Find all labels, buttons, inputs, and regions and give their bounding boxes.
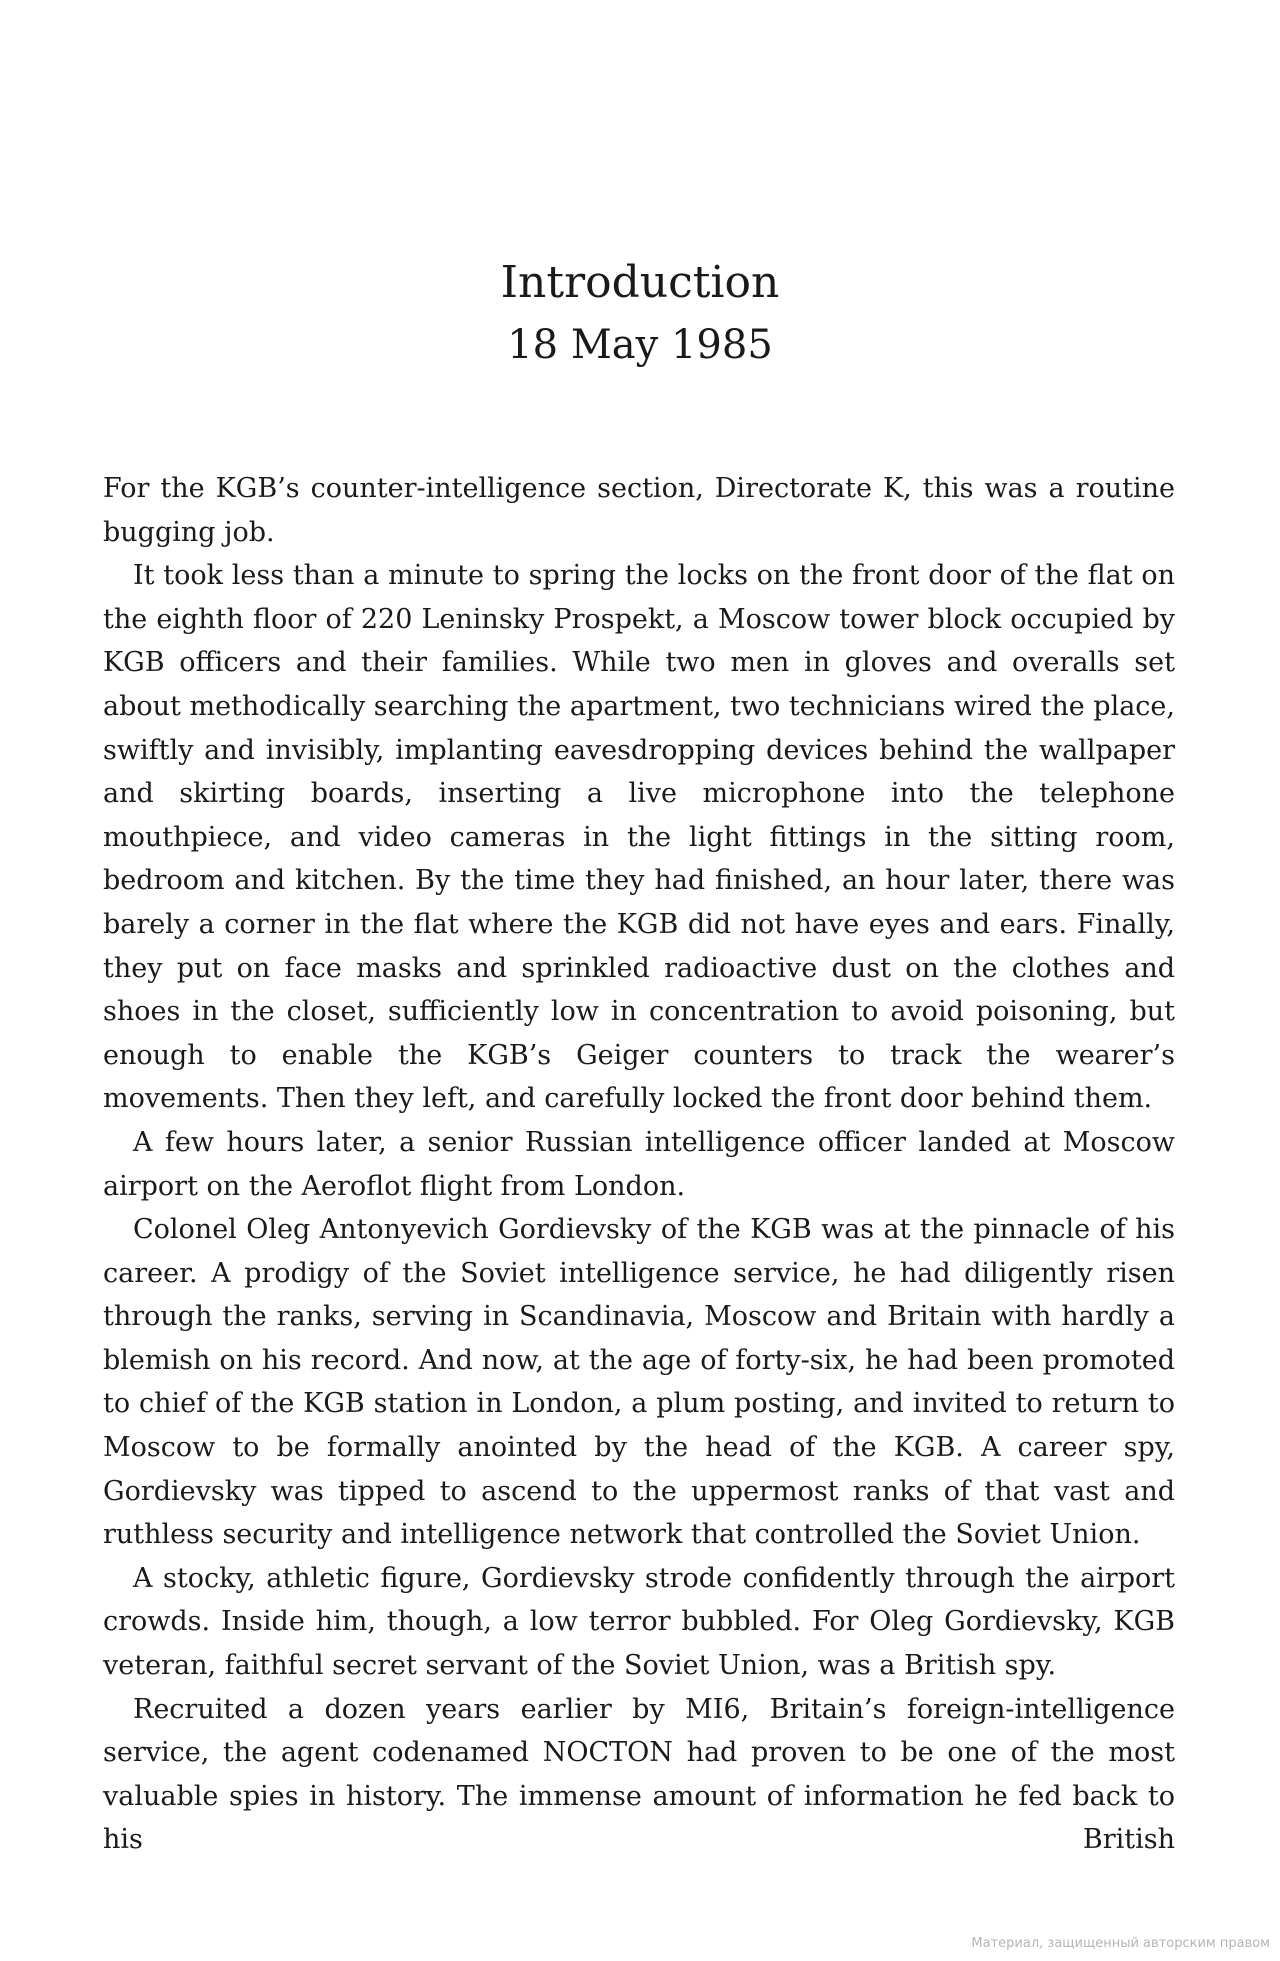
paragraph: Recruited a dozen years earlier by MI6, Britain’s foreign-intelligence service, the agent codenamed NOCTON had proven to be one of the most valuable spies in history. The immense amount of information he fed back to his British: [103, 1693, 1175, 1856]
paragraph: A few hours later, a senior Russian intelligence officer landed at Moscow airport on the Aeroflot flight from London.: [103, 1126, 1175, 1202]
paragraph: A stocky, athletic figure, Gordievsky strode confidently through the airport crowds. Inside him, though, a low terror bubbled. For Oleg Gordievsky, KGB veteran, faithful secret servant of the Soviet Union, was a British spy.: [103, 1562, 1175, 1682]
chapter-title: Introduction: [500, 257, 780, 308]
chapter-body: [103, 467, 1175, 1862]
copyright-watermark: Материал, защищенный авторским правом: [971, 1936, 1270, 1951]
chapter-heading: [0, 252, 1280, 376]
paragraph: For the KGB’s counter-intelligence section, Directorate K, this was a routine bugging job.: [103, 473, 1175, 548]
chapter-date: 18 May 1985: [507, 322, 773, 368]
paragraph: Colonel Oleg Antonyevich Gordievsky of the KGB was at the pinnacle of his career. A prodigy of the Soviet intelligence service, he had diligently risen through the ranks, serving in Scandinavia, Moscow and Britain with hardly a blemish on his record. And now, at the age of forty-six, he had been promoted to chief of the KGB station in London, a plum posting, and invited to return to Moscow to be formally anointed by the head of the KGB. A career spy, Gordievsky was tipped to ascend to the uppermost ranks of that vast and ruthless security and intelligence network that controlled the Soviet Union.: [103, 1214, 1175, 1551]
paragraph: It took less than a minute to spring the locks on the front door of the flat on the eighth floor of 220 Leninsky Prospekt, a Moscow tower block occupied by KGB officers and their families. While two men in gloves and overalls set about methodically searching the apartment, two technicians wired the place, swiftly and invisibly, implanting eavesdropping devices behind the wallpaper and skirting boards, inserting a live microphone into the telephone mouthpiece, and video cameras in the light fittings in the sitting room, bedroom and kitchen. By the time they had finished, an hour later, there was barely a corner in the flat where the KGB did not have eyes and ears. Finally, they put on face masks and sprinkled radioactive dust on the clothes and shoes in the closet, sufficiently low in concentration to avoid poisoning, but enough to enable the KGB’s Geiger counters to track the wearer’s movements. Then they left, and carefully locked the front door behind them.: [103, 560, 1175, 1115]
